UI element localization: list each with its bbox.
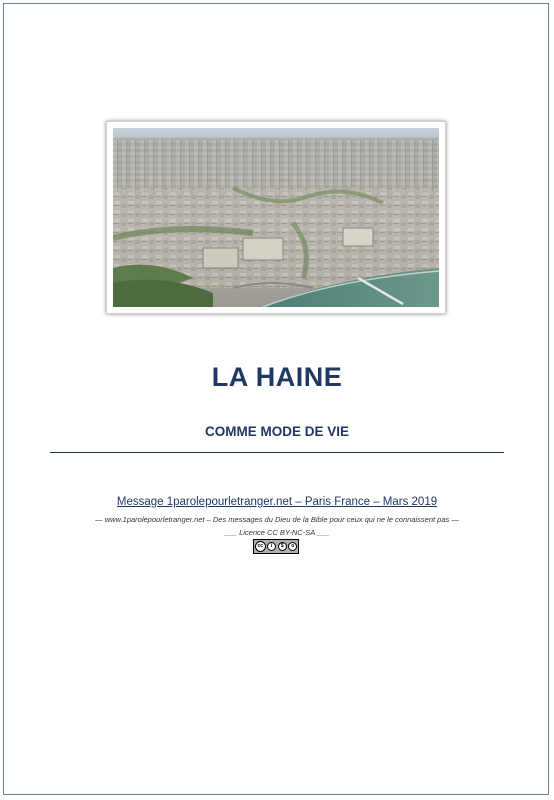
- cover-photo-paris-aerial: [113, 128, 439, 307]
- title-divider: [50, 452, 504, 453]
- document-subtitle: COMME MODE DE VIE: [204, 424, 349, 439]
- cover-photo-frame: [106, 121, 446, 314]
- cc-license-badge-icon[interactable]: [253, 539, 299, 554]
- nc-icon: $: [278, 542, 287, 551]
- paris-aerial-image: [113, 128, 439, 307]
- cc-icon: cc: [255, 541, 266, 552]
- license-text: ___ Licence CC BY-NC-SA ___: [224, 528, 330, 537]
- website-tagline: — www.1parolepourletranger.net – Des messages du Dieu de la Bible pour ceux qui ne le connaissent pas —: [95, 515, 459, 524]
- sa-icon: o: [288, 542, 297, 551]
- document-title: LA HAINE: [211, 362, 343, 392]
- by-icon: i: [267, 542, 276, 551]
- message-source-line[interactable]: Message 1parolepourletranger.net – Paris France – Mars 2019: [116, 496, 438, 508]
